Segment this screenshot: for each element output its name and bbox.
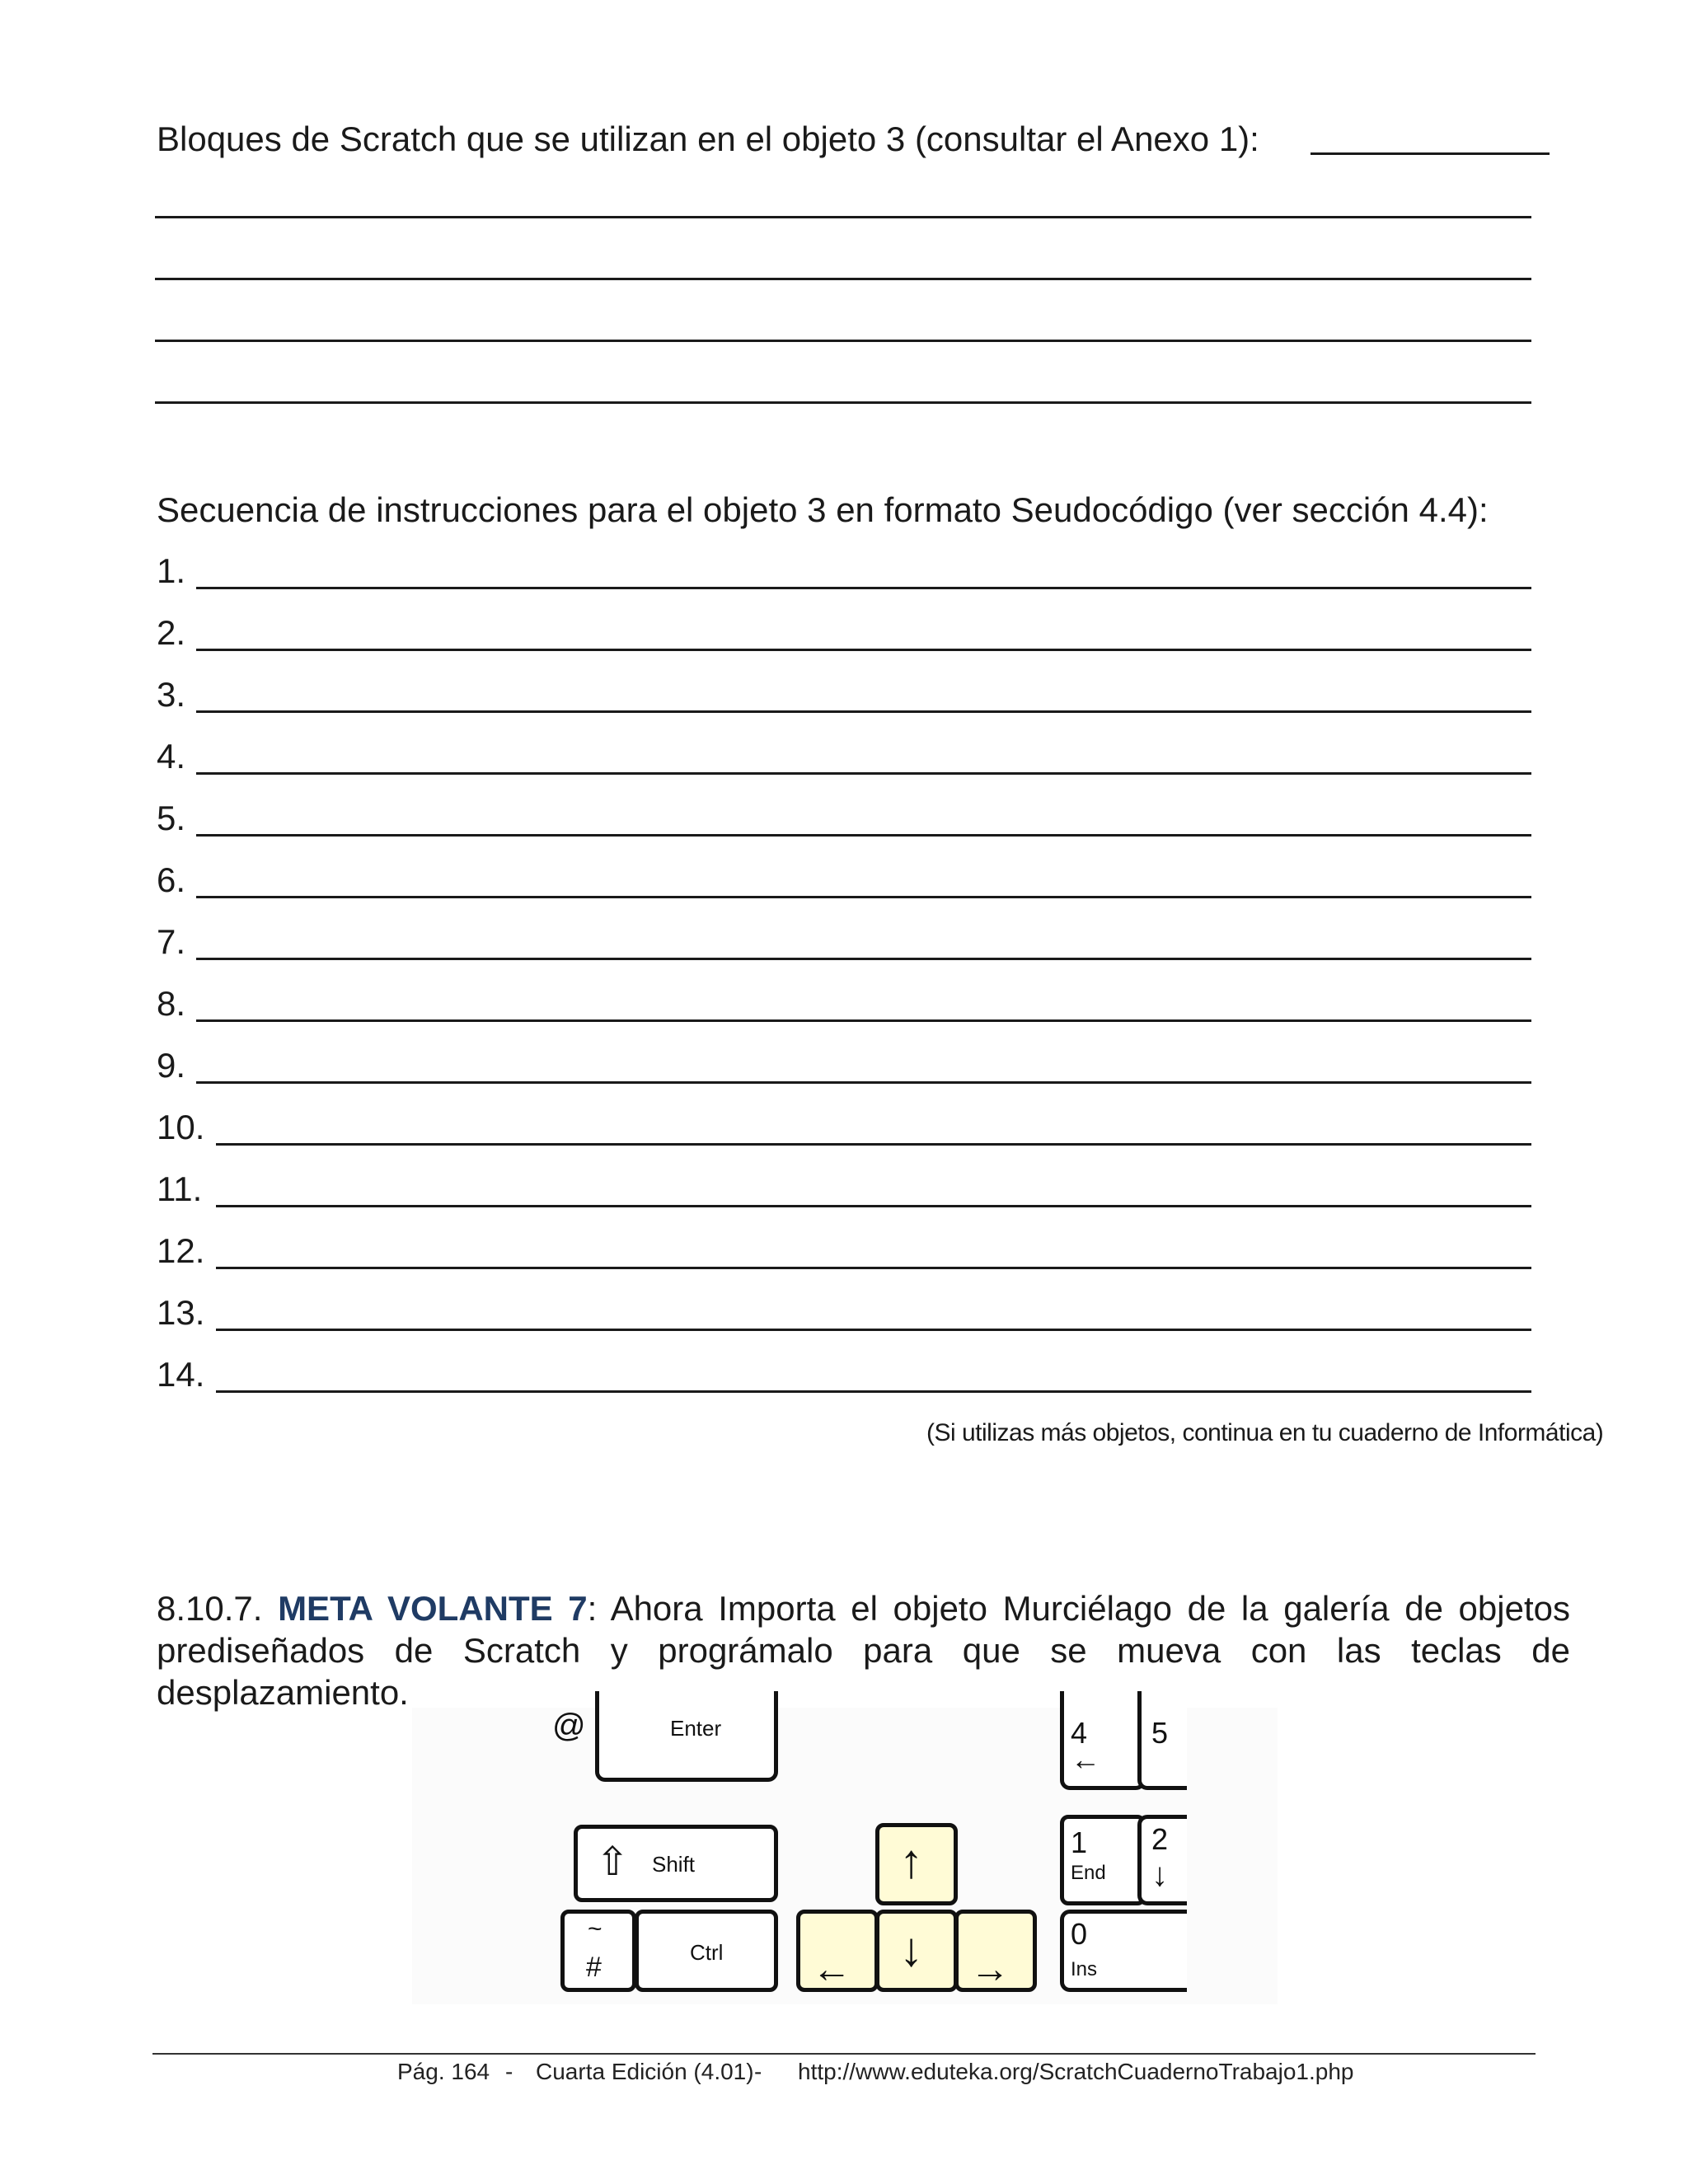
continuation-note: (Si utilizas más objetos, continua en tu cuaderno de Informática)	[926, 1419, 1604, 1446]
answer-line[interactable]	[196, 710, 1531, 713]
at-key-label: @	[552, 1708, 586, 1744]
answer-line[interactable]	[155, 401, 1531, 404]
ctrl-key-label: Ctrl	[690, 1940, 724, 1965]
numpad-0-key	[1060, 1910, 1187, 1992]
enter-key	[595, 1691, 778, 1782]
line-number: 5.	[157, 799, 186, 837]
answer-line[interactable]	[216, 1329, 1531, 1331]
numpad-4-label: 4	[1071, 1716, 1088, 1750]
numpad-5-label: 5	[1151, 1716, 1169, 1750]
numpad-4-key	[1060, 1691, 1146, 1790]
blocks-question: Bloques de Scratch que se utilizan en el objeto 3 (consultar el Anexo 1):	[157, 120, 1259, 158]
footer-separator: -	[505, 2059, 513, 2084]
shift-key-label: Shift	[652, 1852, 696, 1877]
section-number: 8.10.7.	[157, 1589, 263, 1628]
numpad-5-key	[1137, 1691, 1187, 1790]
answer-line[interactable]	[196, 649, 1531, 651]
line-number: 4.	[157, 737, 186, 776]
footer-edition: Cuarta Edición (4.01)	[536, 2059, 754, 2084]
up-arrow-icon: ↑	[899, 1835, 923, 1888]
numpad-1-label: 1	[1071, 1825, 1088, 1859]
answer-line[interactable]	[196, 587, 1531, 589]
numpad-2-label: 2	[1151, 1822, 1169, 1856]
numpad-1-sublabel: End	[1071, 1862, 1106, 1884]
answer-line[interactable]	[155, 278, 1531, 280]
ctrl-key	[635, 1910, 778, 1992]
answer-line[interactable]	[216, 1390, 1531, 1393]
footer-page: Pág. 164	[397, 2059, 490, 2084]
right-arrow-icon: →	[970, 1947, 1010, 1991]
line-number: 9.	[157, 1046, 186, 1085]
hash-key	[560, 1910, 636, 1992]
footer-url[interactable]: http://www.eduteka.org/ScratchCuadernoTrabajo1.php	[798, 2059, 1354, 2084]
answer-line[interactable]	[155, 340, 1531, 342]
down-arrow-icon: ↓	[1151, 1857, 1168, 1893]
footer-separator: -	[754, 2059, 762, 2084]
right-arrow-key	[954, 1910, 1037, 1992]
shift-key	[574, 1825, 778, 1902]
keyboard-illustration	[412, 1708, 1278, 2004]
line-number: 7.	[157, 922, 186, 961]
left-arrow-icon: ←	[1071, 1742, 1100, 1776]
line-number: 3.	[157, 675, 186, 714]
hash-label: #	[586, 1952, 602, 1983]
left-arrow-key	[796, 1910, 879, 1992]
section-paragraph	[157, 1587, 1570, 1713]
answer-line[interactable]	[216, 1143, 1531, 1146]
line-number: 14.	[157, 1355, 205, 1394]
line-number: 6.	[157, 860, 186, 899]
up-arrow-key	[875, 1823, 958, 1905]
section-title: META VOLANTE 7	[278, 1589, 588, 1628]
line-number: 12.	[157, 1231, 205, 1270]
answer-line[interactable]	[196, 896, 1531, 898]
numpad-0-label: 0	[1071, 1917, 1088, 1951]
line-number: 11.	[157, 1169, 203, 1208]
tilde-label: ~	[588, 1915, 603, 1943]
answer-line[interactable]	[196, 772, 1531, 775]
answer-line[interactable]	[155, 216, 1531, 218]
numpad-2-key	[1137, 1815, 1187, 1905]
numpad-0-sublabel: Ins	[1071, 1958, 1098, 1980]
line-number: 13.	[157, 1293, 205, 1332]
enter-key-label: Enter	[670, 1716, 722, 1741]
left-arrow-icon: ←	[812, 1947, 851, 1991]
down-arrow-key	[875, 1910, 958, 1992]
line-number: 1.	[157, 551, 186, 590]
answer-line[interactable]	[1311, 152, 1550, 155]
answer-line[interactable]	[216, 1267, 1531, 1269]
answer-line[interactable]	[196, 958, 1531, 960]
down-arrow-icon: ↓	[899, 1923, 923, 1976]
shift-arrow-icon: ⇧	[596, 1840, 630, 1884]
line-number: 8.	[157, 984, 186, 1023]
sequence-question: Secuencia de instrucciones para el objeto 3 en formato Seudocódigo (ver sección 4.4):	[157, 490, 1489, 529]
answer-line[interactable]	[196, 834, 1531, 837]
line-number: 10.	[157, 1108, 205, 1146]
answer-line[interactable]	[196, 1081, 1531, 1084]
answer-line[interactable]	[216, 1205, 1531, 1207]
answer-line[interactable]	[196, 1019, 1531, 1022]
numpad-1-key	[1060, 1815, 1146, 1905]
section-text: : Ahora Importa el objeto Murciélago de la galería de objetos prediseñados de Scratch y prográmalo para que se mueva con las teclas de desplazamiento.	[157, 1589, 1570, 1712]
line-number: 2.	[157, 613, 186, 652]
footer-divider	[152, 2053, 1536, 2055]
